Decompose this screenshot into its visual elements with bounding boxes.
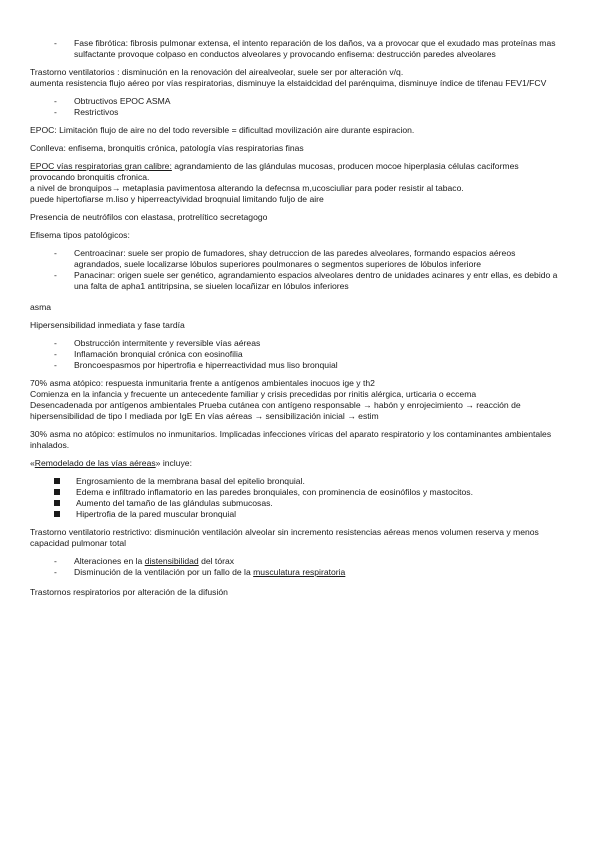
list-item-text: Inflamación bronquial crónica con eosinofilia (74, 349, 243, 359)
list-item-text: Panacinar: origen suele ser genético, agrandamiento espacios alveolares dentro de unidades acinares y entr ellas, es debido a una falta de apha1 antitripsina, se siuelen locañizar en lóbulos inferiores (74, 270, 558, 291)
list-item-text (74, 556, 560, 567)
conlleva-paragraph: Conlleva: enfisema, bronquitis crónica, patología vías respiratorias finas (30, 143, 304, 153)
square-bullet-icon (54, 489, 60, 495)
list-item-text: Hipertrofia de la pared muscular bronquial (76, 509, 237, 519)
hypersensitivity-paragraph: Hipersensibilidad inmediata y fase tardía (30, 320, 185, 330)
diffusion-disorders-heading: Trastornos respiratorios por alteración de la difusión (30, 587, 228, 597)
square-bullet-icon (54, 511, 60, 517)
emphysema-types-list (54, 248, 560, 292)
atopic-asthma-paragraph (30, 378, 560, 422)
paragraph-line: aumenta resistencia flujo aéreo por vías respiratorias, disminuye la elstaidcidad del parénquima, disminuye índice de tifenau FEV1/FCV (30, 78, 547, 88)
underlined-term: musculatura respiratoria (253, 567, 346, 577)
list-item (54, 360, 560, 371)
disorder-types-list (54, 96, 560, 118)
list-item-text: Aumento del tamaño de las glándulas submucosas. (76, 498, 273, 508)
list-item (54, 487, 560, 498)
inline-text: Disminución de la ventilación por un fallo de la (74, 567, 254, 577)
paragraph-line: 70% asma atópico: respuesta inmunitaria frente a antígenos ambientales inocuos ige y th2 (30, 378, 375, 388)
emphysema-heading: Efisema tipos patológicos: (30, 230, 130, 240)
paragraph-line: Comienza en la infancia y frecuente un antecedente familiar y crisis precedidas por rinitis alérgica, urticaria o eccema (30, 389, 477, 399)
dash-bullet: - (54, 338, 57, 348)
list-item (54, 498, 560, 509)
inline-text: agrandamiento de las glándulas mucosas, producen mocoe hiperplasia células caciformes provocando bronquitis cfronica. (30, 161, 519, 182)
dash-bullet: - (54, 107, 57, 117)
list-item-text: Edema e infiltrado inflamatorio en las paredes bronquiales, con prominencia de eosinófilos y mastocitos. (76, 487, 473, 497)
inline-text: « (30, 458, 35, 468)
list-item-text: Fase fibrótica: fibrosis pulmonar extensa, el intento reparación de los daños, va a provocar que el exudado mas proteínas mas sulfactante provoque colpaso en conductos alveolares y provocando enfisema: destrucción paredes alveolares (74, 38, 556, 59)
list-item-text: Broncoespasmos por hipertrofia e hiperreactividad mus liso bronquial (74, 360, 338, 370)
underlined-term: Remodelado de las vías aéreas (34, 458, 156, 468)
epoc-definition: EPOC: Limitación flujo de aire no del todo reversible = dificultad movilización aire durante espiracion. (30, 125, 415, 135)
list-item (54, 338, 560, 349)
list-item (54, 476, 560, 487)
inline-text: Alteraciones en la (74, 556, 145, 566)
paragraph-line: Desencadenada por antígenos ambientales Prueba cutánea con antígeno responsable → habón y enrojecimiento → reacción de hipersensibilidad de tipo I mediada por IgE En vías aéreas → sensibilización inicial → estim (30, 400, 521, 421)
list-item (54, 96, 560, 107)
dash-bullet: - (54, 38, 57, 48)
remodeling-list (54, 476, 560, 520)
square-bullet-icon (54, 478, 60, 484)
dash-bullet: - (54, 248, 57, 258)
list-item (54, 38, 560, 60)
dash-bullet: - (54, 567, 57, 577)
dash-bullet: - (54, 349, 57, 359)
neutrophils-paragraph: Presencia de neutrófilos con elastasa, protrelítico secretagogo (30, 212, 268, 222)
dash-bullet: - (54, 270, 57, 280)
inline-text: » incluye: (155, 458, 192, 468)
list-item (54, 349, 560, 360)
square-bullet-icon (54, 500, 60, 506)
paragraph-line: puede hipertofiarse m.liso y hiperreactyividad broqnuial limitando fuljo de aire (30, 194, 324, 204)
paragraph-line (30, 161, 560, 183)
list-item (54, 107, 560, 118)
dash-bullet: - (54, 360, 57, 370)
dash-bullet: - (54, 556, 57, 566)
list-item-text: Engrosamiento de la membrana basal del epitelio bronquial. (76, 476, 305, 486)
underlined-term: EPOC vías respiratorias gran calibre: (30, 161, 172, 171)
list-item (54, 567, 560, 578)
list-item-text: Restrictivos (74, 107, 119, 117)
fibrotic-phase-list (54, 38, 560, 60)
non-atopic-asthma-paragraph: 30% asma no atópico: estímulos no inmunitarios. Implicadas infecciones víricas del aparato respiratorio y los contaminantes ambientales inhalados. (30, 429, 552, 450)
list-item (54, 509, 560, 520)
dash-bullet: - (54, 96, 57, 106)
list-item-text: Obstrucción intermitente y reversible vías aéreas (74, 338, 261, 348)
list-item (54, 248, 560, 270)
underlined-term: distensibilidad (144, 556, 199, 566)
restrictive-causes-list (54, 556, 560, 578)
restrictive-disorder-paragraph: Trastorno ventilatorio restrictivo: disminución ventilación alveolar sin incremento resistencias aéreas menos volumen reserva y menos capacidad pulmonar total (30, 527, 539, 548)
list-item-text: Centroacinar: suele ser propio de fumadores, shay detruccion de las paredes alveolares, formando espacios aéreos agrandados, suele localizarse lóbulos superiores poulmonares o segmentos superiores de lóbulos inferiore (74, 248, 516, 269)
remodeling-heading (30, 458, 560, 469)
list-item-text (74, 567, 560, 578)
list-item-text: Obtructivos EPOC ASMA (74, 96, 171, 106)
asma-heading: asma (30, 302, 52, 312)
asthma-features-list (54, 338, 560, 371)
paragraph-line: Trastorno ventilatorios : disminución en la renovación del airealveolar, suele ser por alteración v/q. (30, 67, 404, 77)
ventilatory-disorders-paragraph (30, 67, 560, 89)
epoc-large-airways-paragraph (30, 161, 560, 205)
list-item (54, 270, 560, 292)
list-item (54, 556, 560, 567)
inline-text: del tórax (198, 556, 235, 566)
paragraph-line: a nivel de bronquipos→ metaplasia pavimentosa alterando la defecnsa m,ucosciuliar para poder resistir al tabaco. (30, 183, 464, 193)
